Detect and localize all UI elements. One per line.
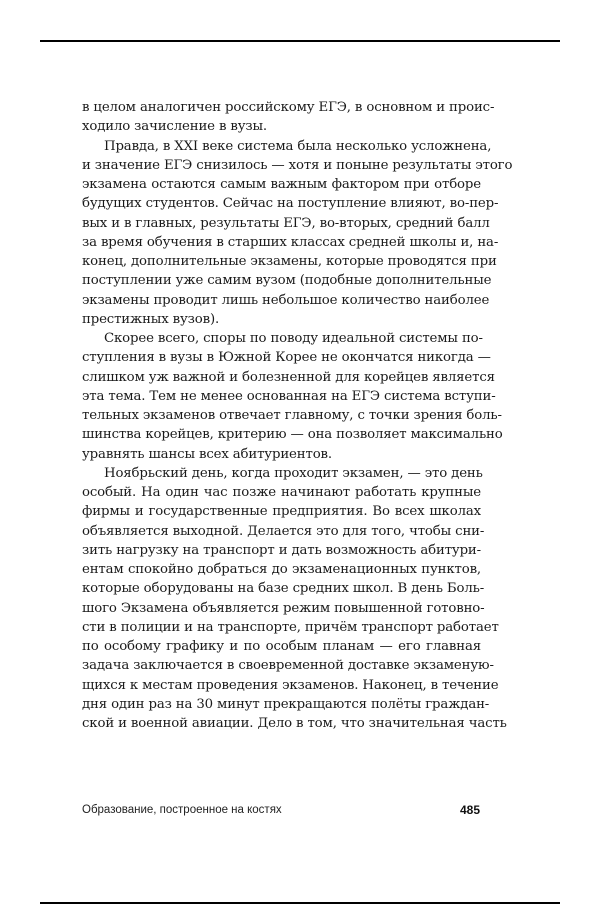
text-line: по особому графику и по особым планам — его главная <box>82 639 481 654</box>
text-line: поступлении уже самим вузом (подобные дополнительные <box>82 273 492 289</box>
text-line: ходило зачисление в вузы. <box>82 119 267 135</box>
text-line: за время обучения в старших классах средней школы и, на- <box>82 234 499 250</box>
text-line: задача заключается в своевременной доставке экзаменую- <box>82 658 494 674</box>
text-line: тельных экзаменов отвечает главному, с точки зрения боль- <box>82 408 502 423</box>
text-line: вых и в главных, результаты ЕГЭ, во-вторых, средний балл <box>82 215 490 231</box>
text-line: шинства корейцев, критерию — она позволяет максимально <box>82 427 503 443</box>
text-line: экзамены проводит лишь небольшое количество наиболее <box>82 292 490 308</box>
text-line: особый. На один час позже начинают работать крупные <box>82 485 481 500</box>
text-line: конец, дополнительные экзамены, которые проводятся при <box>82 254 497 269</box>
text-line: щихся к местам проведения экзаменов. Наконец, в течение <box>82 677 499 693</box>
page-footer <box>82 800 480 820</box>
text-line: уравнять шансы всех абитуриентов. <box>82 446 332 462</box>
text-line: Правда, в XXI веке система была несколько усложнена, <box>104 138 492 154</box>
text-line: Ноябрьский день, когда проходит экзамен, — это день <box>104 465 483 481</box>
text-line: престижных вузов). <box>82 311 220 327</box>
text-line: зить нагрузку на транспорт и дать возможность абитури- <box>82 542 481 558</box>
bottom-rule <box>40 902 560 904</box>
text-line: эта тема. Тем не менее основанная на ЕГЭ система вступи- <box>82 388 496 404</box>
text-line: слишком уж важной и болезненной для корейцев является <box>82 369 495 385</box>
text-line: дня один раз на 30 минут прекращаются полёты граждан- <box>82 696 490 712</box>
text-line: шого Экзамена объявляется режим повышенной готовно- <box>82 600 485 616</box>
running-title: Образование, построенное на костях <box>82 804 282 816</box>
text-line: ступления в вузы в Южной Корее не окончатся никогда — <box>82 350 491 366</box>
text-line: экзамена остаются самым важным фактором при отборе <box>82 177 481 192</box>
body-text <box>82 98 513 733</box>
page-number: 485 <box>459 803 480 817</box>
text-line: Скорее всего, споры по поводу идеальной системы по- <box>104 331 483 346</box>
text-line: объявляется выходной. Делается это для того, чтобы сни- <box>82 523 485 539</box>
text-line: которые оборудованы на базе средних школ. В день Боль- <box>82 581 485 597</box>
text-line: ентам спокойно добраться до экзаменационных пунктов, <box>82 562 481 577</box>
top-rule <box>40 40 560 42</box>
text-line: и значение ЕГЭ снизилось — хотя и поныне результаты этого <box>82 157 513 173</box>
text-line: фирмы и государственные предприятия. Во всех школах <box>82 504 481 520</box>
text-line: ской и военной авиации. Дело в том, что значительная часть <box>82 716 507 731</box>
text-line: сти в полиции и на транспорте, причём транспорт работает <box>82 619 499 635</box>
text-line: будущих студентов. Сейчас на поступление влияют, во-пер- <box>82 196 499 212</box>
text-line: в целом аналогичен российскому ЕГЭ, в основном и проис- <box>82 100 495 115</box>
